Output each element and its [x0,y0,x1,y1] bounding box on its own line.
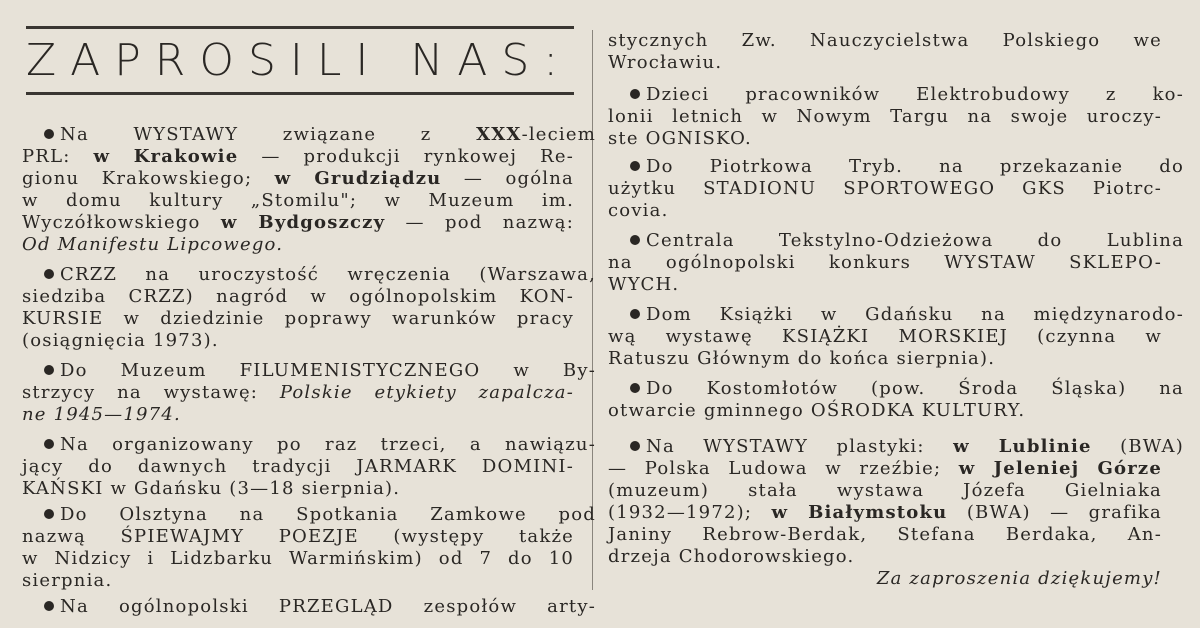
bullet-icon [44,601,54,611]
bullet-icon [630,161,640,171]
text-line: lonii letnich w Nowym Targu na swoje uroczy- [608,106,1162,127]
text-line: Dzieci pracowników Elektrobudowy z ko- [608,84,1184,106]
text-line: gionu Krakowskiego; w Grudziądzu — ogólna [22,168,574,189]
text-line: Ratuszu Głównym do końca sierpnia). [608,348,996,369]
text-line: nazwą ŚPIEWAJMY POEZJE (występy także [22,526,574,547]
text-line: WYCH. [608,274,680,295]
text-line: Do Olsztyna na Spotkania Zamkowe pod [22,504,596,526]
bullet-icon [630,235,640,245]
text-line: ste OGNISKO. [608,128,752,149]
text-line: Na organizowany po raz trzeci, a nawiązu- [22,434,596,456]
text-line: Wyczółkowskiego w Bydgoszczy — pod nazwą: [22,212,574,233]
heading-bottom-rule [26,92,574,95]
text-line: Wrocławiu. [608,52,723,73]
text-line: CRZZ na uroczystość wręczenia (Warszawa, [22,264,596,286]
bullet-icon [630,309,640,319]
text-line: jący do dawnych tradycji JARMARK DOMINI- [22,456,574,477]
bullet-icon [630,89,640,99]
text-line: Centrala Tekstylno-Odzieżowa do Lublina [608,230,1184,252]
text-line: KAŃSKI w Gdańsku (3—18 sierpnia). [22,478,401,499]
text-line: wą wystawę KSIĄŻKI MORSKIEJ (czynna w [608,326,1162,347]
bullet-icon [44,439,54,449]
bullet-icon [44,269,54,279]
text-line: drzeja Chodorowskiego. [608,546,855,567]
text-line: covia. [608,200,669,221]
text-line: PRL: w Krakowie — produkcji rynkowej Re- [22,146,574,167]
text-line: Od Manifestu Lipcowego. [22,234,284,255]
text-line: ne 1945—1974. [22,404,181,425]
text-line: stycznych Zw. Nauczycielstwa Polskiego we [608,30,1162,51]
text-line: Do Muzeum FILUMENISTYCZNEGO w By- [22,360,596,382]
bullet-icon [44,365,54,375]
text-line: — Polska Ludowa w rzeźbie; w Jeleniej Górze [608,458,1162,479]
heading-top-rule [26,26,574,29]
text-line: strzycy na wystawę: Polskie etykiety zapalcza- [22,382,574,403]
text-line: Na WYSTAWY związane z XXX-leciem [22,124,596,146]
text-line: w domu kultury „Stomilu"; w Muzeum im. [22,190,574,211]
text-line: otwarcie gminnego OŚRODKA KULTURY. [608,400,1026,421]
text-line: (muzeum) stała wystawa Józefa Gielniaka [608,480,1162,501]
text-line: Na WYSTAWY plastyki: w Lublinie (BWA) [608,436,1184,458]
article-heading: ZAPROSILI NAS: [26,35,573,86]
text-line: Do Piotrkowa Tryb. na przekazanie do [608,156,1184,178]
text-line: KURSIE w dziedzinie poprawy warunków pracy [22,308,574,329]
closing-line: Za zaproszenia dziękujemy! [876,568,1162,589]
text-line: (1932—1972); w Białymstoku (BWA) — grafika [608,502,1162,523]
bullet-icon [44,129,54,139]
bullet-icon [630,441,640,451]
text-line: sierpnia. [22,570,113,591]
bullet-icon [630,383,640,393]
text-line: siedziba CRZZ) nagród w ogólnopolskim KON- [22,286,574,307]
text-line: użytku STADIONU SPORTOWEGO GKS Piotrc- [608,178,1162,199]
text-line: Dom Książki w Gdańsku na międzynarodo- [608,304,1184,326]
text-line: (osiągnięcia 1973). [22,330,219,351]
text-line: Na ogólnopolski PRZEGLĄD zespołów arty- [22,596,596,618]
text-line: Do Kostomłotów (pow. Środa Śląska) na [608,378,1184,400]
text-line: Janiny Rebrow-Berdak, Stefana Berdaka, An- [608,524,1162,545]
bullet-icon [44,509,54,519]
text-line: w Nidzicy i Lidzbarku Warmińskim) od 7 do 10 [22,548,574,569]
text-line: na ogólnopolski konkurs WYSTAW SKLEPO- [608,252,1162,273]
